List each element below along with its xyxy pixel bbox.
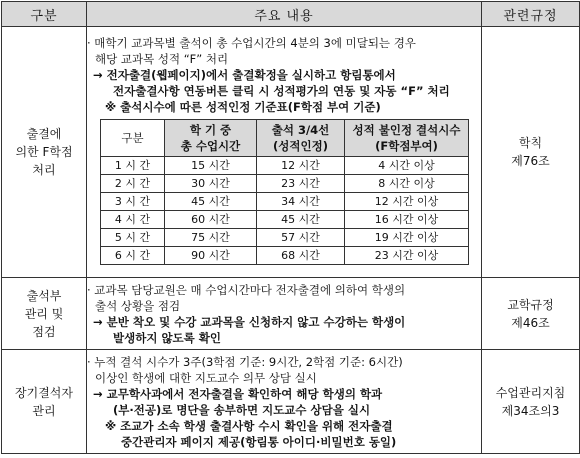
category-line: 관리 (32, 403, 56, 418)
table-cell: 12 시간 이상 (345, 193, 469, 211)
category-line: 관리 및 (24, 306, 64, 321)
note-line: ※ 조교가 소속 학생 출결사항 수시 확인을 위해 전자출결 (105, 418, 393, 433)
note-line: ※ 출석시수에 따른 성적인정 기준표(F학점 부여 기준) (105, 100, 381, 114)
arrow-line: → 분반 착오 및 수강 교과목을 신청하지 않고 수강하는 학생이 (93, 314, 406, 329)
row-f-grade (2, 27, 580, 278)
bullet-line: · 누적 결석 시수가 3주(3학점 기준: 9시간, 2학점 기준: 6시간) (87, 354, 403, 369)
table-cell: 60 시간 (165, 211, 257, 229)
regulation-line: 제76조 (511, 154, 550, 168)
criteria-header (165, 120, 257, 157)
table-cell: 6 시 간 (101, 247, 165, 265)
criteria-header (345, 120, 469, 157)
note-line: 중간관리자 페이지 제공(항림통 아이디·비밀번호 동일) (121, 434, 397, 449)
criteria-header-text: (성적인정) (273, 139, 328, 153)
table-cell: 90 시간 (165, 247, 257, 265)
regulation-attendance-check (482, 278, 580, 350)
content-attendance-check (87, 278, 482, 350)
attendance-policy-table (1, 1, 580, 454)
bullet-line: 해당 교과목 성적 “F” 처리 (95, 52, 229, 66)
header-category: 구분 (2, 2, 87, 27)
criteria-header-text: 출석 3/4선 (271, 123, 330, 137)
content-long-absence (87, 350, 482, 454)
category-f-grade (2, 27, 87, 278)
table-cell: 16 시간 이상 (345, 211, 469, 229)
category-line: 출석부 (26, 288, 62, 303)
table-cell: 68 시간 (257, 247, 345, 265)
arrow-line: 발생하지 않도록 확인 (113, 330, 221, 345)
table-cell: 1 시 간 (101, 157, 165, 175)
arrow-line: 전자출결사항 연동버튼 클릭 시 성적평가의 연동 및 자동 “F” 처리 (113, 84, 450, 98)
arrow-line: → 교무학사과에서 전자출결을 확인하여 해당 학생의 학과 (93, 386, 383, 401)
table-row (101, 211, 469, 229)
row-attendance-check (2, 278, 580, 350)
table-cell: 75 시간 (165, 229, 257, 247)
arrow-line: (부·전공)로 명단을 송부하면 지도교수 상담을 실시 (113, 402, 371, 417)
table-cell: 5 시 간 (101, 229, 165, 247)
criteria-header-text: 구분 (121, 131, 144, 145)
table-cell: 8 시간 이상 (345, 175, 469, 193)
table-row (101, 175, 469, 193)
bullet-line: · 매학기 교과목별 출석이 총 수업시간의 4분의 3에 미달되는 경우 (87, 36, 416, 50)
criteria-header-text: 총 수업시간 (180, 139, 241, 153)
header-regulation: 관련규정 (482, 2, 580, 27)
row-long-absence (2, 350, 580, 454)
arrow-line: → 전자출결(웹페이지)에서 출결확정을 실시하고 항림통에서 (93, 68, 396, 82)
regulation-f-grade (482, 27, 580, 278)
table-cell: 45 시간 (257, 211, 345, 229)
table-cell: 45 시간 (165, 193, 257, 211)
table-cell: 2 시 간 (101, 175, 165, 193)
table-row (101, 229, 469, 247)
table-cell: 57 시간 (257, 229, 345, 247)
table-row (101, 193, 469, 211)
category-line: 의한 F학점 (15, 145, 73, 159)
criteria-header-text: (F학점부여) (375, 139, 438, 153)
regulation-line: 학칙 (518, 136, 543, 150)
table-cell: 30 시간 (165, 175, 257, 193)
criteria-header-text: 학 기 중 (189, 123, 232, 137)
category-attendance-check (2, 278, 87, 350)
table-cell: 19 시간 이상 (345, 229, 469, 247)
category-line: 장기결석자 (15, 385, 73, 400)
table-cell: 4 시 간 (101, 211, 165, 229)
bullet-line: · 교과목 담당교원은 매 수업시간마다 전자출결에 의하여 학생의 (87, 282, 406, 297)
bullet-line: 출석 상황을 점검 (95, 298, 181, 313)
criteria-header-text: 성적 불인정 결석시수 (352, 123, 461, 137)
criteria-header (257, 120, 345, 157)
regulation-line: 제34조의3 (501, 403, 560, 418)
criteria-header-row (101, 120, 469, 157)
table-row (101, 157, 469, 175)
category-line: 처리 (32, 163, 56, 177)
regulation-line: 제46조 (511, 315, 550, 330)
category-long-absence (2, 350, 87, 454)
header-content: 주요 내용 (87, 2, 482, 27)
table-cell: 4 시간 이상 (345, 157, 469, 175)
attendance-criteria-table (100, 119, 469, 265)
table-cell: 34 시간 (257, 193, 345, 211)
regulation-long-absence (482, 350, 580, 454)
content-f-grade (87, 27, 482, 278)
table-row (101, 247, 469, 265)
table-cell: 23 시간 이상 (345, 247, 469, 265)
table-cell: 12 시간 (257, 157, 345, 175)
table-cell: 23 시간 (257, 175, 345, 193)
table-cell: 15 시간 (165, 157, 257, 175)
table-cell: 3 시 간 (101, 193, 165, 211)
bullet-line: 이상인 학생에 대한 지도교수 의무 상담 실시 (95, 370, 317, 385)
criteria-header (101, 120, 165, 157)
document-page (1, 1, 579, 456)
regulation-line: 교학규정 (507, 297, 554, 312)
category-line: 출결에 (26, 127, 62, 141)
category-line: 점검 (32, 324, 56, 339)
header-row (2, 2, 580, 27)
regulation-line: 수업관리지침 (495, 385, 566, 400)
